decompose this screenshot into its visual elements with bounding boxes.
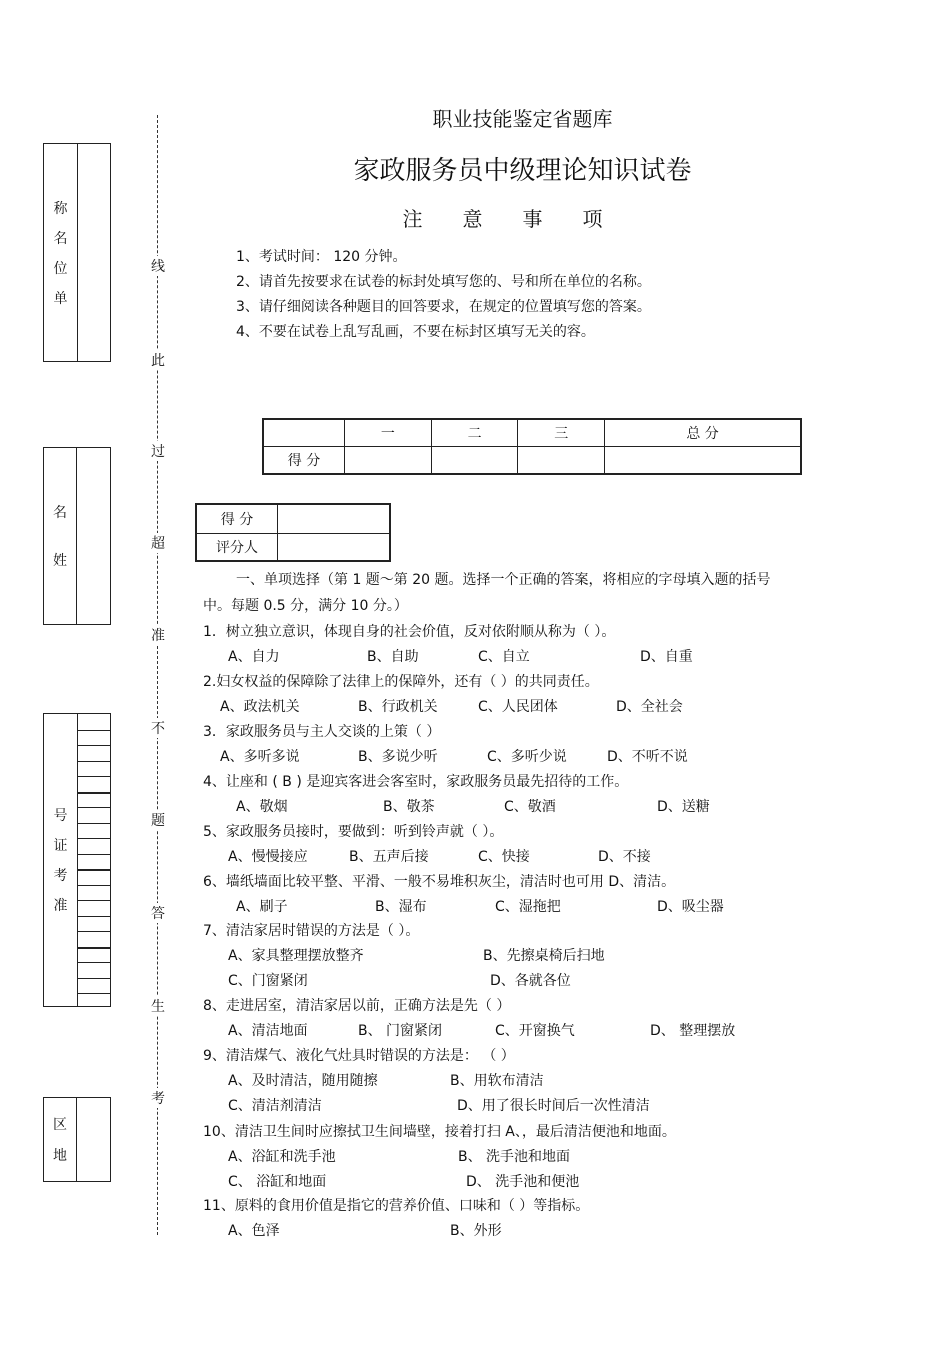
region-box bbox=[43, 1097, 111, 1182]
binding-label-char: 姓 bbox=[53, 553, 67, 569]
question-2-option-a[interactable]: A、政法机关 bbox=[220, 699, 300, 715]
grader-cell[interactable] bbox=[278, 533, 391, 561]
score-cell-1[interactable] bbox=[345, 446, 432, 474]
exam-id-label bbox=[44, 714, 78, 1006]
exam-id-digit-divider bbox=[77, 823, 110, 824]
seal-text-char: 考 bbox=[150, 1088, 166, 1108]
name-field[interactable] bbox=[77, 448, 110, 624]
binding-label-char: 地 bbox=[53, 1148, 67, 1165]
question-2-option-b[interactable]: B、行政机关 bbox=[358, 699, 438, 715]
question-2-option-d[interactable]: D、全社会 bbox=[616, 699, 683, 715]
exam-title: 家政服务员中级理论知识试卷 bbox=[353, 156, 692, 186]
question-4-option-d[interactable]: D、送糖 bbox=[657, 799, 710, 815]
section1-instruction-2: 中。每题 0.5 分，满分 10 分。） bbox=[203, 598, 408, 614]
question-11-option-a[interactable]: A、色泽 bbox=[228, 1223, 280, 1239]
question-6-stem: 6、墙纸墙面比较平整、平滑、一般不易堆积灰尘，清洁时也可用 D、清洁。 bbox=[203, 874, 676, 890]
question-11-stem: 11、原料的食用价值是指它的营养价值、口味和（ ）等指标。 bbox=[203, 1198, 590, 1214]
seal-text-char: 不 bbox=[150, 718, 166, 738]
question-1-option-c[interactable]: C、自立 bbox=[478, 649, 530, 665]
exam-id-digit-divider bbox=[77, 931, 110, 932]
question-4-option-a[interactable]: A、敬烟 bbox=[236, 799, 288, 815]
exam-id-digit-divider bbox=[77, 993, 110, 994]
binding-label-char: 单 bbox=[53, 290, 68, 307]
question-4-stem: 4、让座和 ( B ) 是迎宾客进会客室时，家政服务员最先招待的工作。 bbox=[203, 774, 629, 790]
section-grader-table bbox=[195, 503, 391, 562]
binding-label-char: 称 bbox=[53, 200, 68, 217]
question-3-option-a[interactable]: A、多听多说 bbox=[220, 749, 300, 765]
question-1-stem: 1．树立独立意识，体现自身的社会价值，反对依附顺从称为（ ）。 bbox=[203, 624, 616, 640]
question-5-stem: 5、家政服务员接时，要做到：听到铃声就（ ）。 bbox=[203, 824, 504, 840]
exam-id-field[interactable] bbox=[77, 714, 110, 1006]
question-6-option-b[interactable]: B、湿布 bbox=[375, 899, 427, 915]
seal-text-char: 过 bbox=[150, 441, 166, 461]
note-4: 4、不要在试卷上乱写乱画，不要在标封区填写无关的容。 bbox=[236, 324, 595, 340]
exam-id-digit-divider bbox=[77, 761, 110, 762]
score-cell-2[interactable] bbox=[431, 446, 518, 474]
question-10-option-a[interactable]: A、浴缸和洗手池 bbox=[228, 1149, 336, 1165]
question-7-option-c[interactable]: C、门窗紧闭 bbox=[228, 973, 308, 989]
question-5-option-b[interactable]: B、五声后接 bbox=[349, 849, 429, 865]
exam-id-digit-divider bbox=[77, 900, 110, 901]
question-6-option-d[interactable]: D、吸尘器 bbox=[657, 899, 724, 915]
question-11-option-b[interactable]: B、外形 bbox=[450, 1223, 502, 1239]
question-9-stem: 9、清洁煤气、液化气灶具时错误的方法是： （ ） bbox=[203, 1048, 515, 1064]
question-9-option-c[interactable]: C、清洁剂清洁 bbox=[228, 1098, 322, 1114]
score-header-blank bbox=[263, 419, 345, 446]
question-5-option-c[interactable]: C、快接 bbox=[478, 849, 530, 865]
question-6-option-a[interactable]: A、刷子 bbox=[236, 899, 288, 915]
question-3-option-d[interactable]: D、不听不说 bbox=[607, 749, 688, 765]
binding-label-char: 准 bbox=[53, 898, 68, 914]
exam-id-digit-divider bbox=[77, 776, 110, 777]
exam-id-digit-divider bbox=[77, 730, 110, 731]
score-header-total: 总 分 bbox=[605, 419, 801, 446]
question-7-stem: 7、清洁家居时错误的方法是（ ）。 bbox=[203, 923, 420, 939]
seal-text-char: 生 bbox=[150, 996, 166, 1016]
question-3-stem: 3．家政服务员与主人交谈的上策（ ） bbox=[203, 724, 441, 740]
seal-text-char: 准 bbox=[150, 625, 166, 645]
binding-label-char: 位 bbox=[53, 260, 68, 277]
region-label bbox=[44, 1098, 77, 1181]
exam-id-digit-divider bbox=[77, 947, 110, 949]
binding-label-char: 名 bbox=[53, 505, 67, 521]
score-table bbox=[262, 418, 802, 475]
binding-label-char: 号 bbox=[53, 808, 68, 824]
question-7-option-a[interactable]: A、家具整理摆放整齐 bbox=[228, 948, 364, 964]
score-header-part2: 二 bbox=[431, 419, 518, 446]
question-1-option-a[interactable]: A、自力 bbox=[228, 649, 280, 665]
question-9-option-d[interactable]: D、用了很长时间后一次性清洁 bbox=[457, 1098, 650, 1114]
exam-id-digit-divider bbox=[77, 869, 110, 871]
exam-id-box bbox=[43, 713, 111, 1007]
question-3-option-b[interactable]: B、多说少听 bbox=[358, 749, 438, 765]
question-7-option-b[interactable]: B、先擦桌椅后扫地 bbox=[483, 948, 605, 964]
question-4-option-b[interactable]: B、敬茶 bbox=[383, 799, 435, 815]
score-row-label: 得 分 bbox=[263, 446, 345, 474]
seal-text-char: 答 bbox=[150, 903, 166, 923]
question-7-option-d[interactable]: D、各就各位 bbox=[490, 973, 571, 989]
seal-text-char: 线 bbox=[150, 256, 166, 276]
exam-id-digit-divider bbox=[77, 745, 110, 746]
score-cell-3[interactable] bbox=[518, 446, 605, 474]
exam-id-digit-divider bbox=[77, 916, 110, 917]
question-10-option-c[interactable]: C、 浴缸和地面 bbox=[228, 1174, 327, 1190]
notice-heading: 注意事项 bbox=[402, 207, 643, 231]
note-2: 2、请首先按要求在试卷的标封处填写您的、号和所在单位的名称。 bbox=[236, 274, 651, 290]
exam-id-digit-divider bbox=[77, 978, 110, 979]
note-1: 1、考试时间： 120 分钟。 bbox=[236, 249, 407, 265]
seal-text-char: 超 bbox=[150, 533, 166, 553]
binding-label-char: 考 bbox=[53, 868, 68, 884]
score-header-part1: 一 bbox=[345, 419, 432, 446]
question-3-option-c[interactable]: C、多听少说 bbox=[487, 749, 567, 765]
question-8-stem: 8、走进居室，清洁家居以前，正确方法是先（ ） bbox=[203, 998, 511, 1014]
exam-id-digit-divider bbox=[77, 885, 110, 886]
binding-label-char: 区 bbox=[53, 1116, 67, 1133]
score-header-part3: 三 bbox=[518, 419, 605, 446]
exam-id-digit-divider bbox=[77, 962, 110, 963]
question-9-option-b[interactable]: B、用软布清洁 bbox=[450, 1073, 544, 1089]
section-score-cell[interactable] bbox=[278, 504, 391, 533]
question-8-option-c[interactable]: C、开窗换气 bbox=[495, 1023, 575, 1039]
binding-label-char: 证 bbox=[53, 838, 68, 854]
question-1-option-d[interactable]: D、自重 bbox=[640, 649, 693, 665]
question-2-stem: 2.妇女权益的保障除了法律上的保障外，还有（ ）的共同责任。 bbox=[203, 674, 599, 690]
score-cell-total[interactable] bbox=[605, 446, 801, 474]
question-10-option-b[interactable]: B、 洗手池和地面 bbox=[458, 1149, 571, 1165]
question-10-option-d[interactable]: D、 洗手池和便池 bbox=[466, 1174, 580, 1190]
region-field[interactable] bbox=[77, 1098, 110, 1181]
binding-label-char: 名 bbox=[53, 230, 68, 247]
question-1-option-b[interactable]: B、自助 bbox=[367, 649, 419, 665]
question-2-option-c[interactable]: C、人民团体 bbox=[478, 699, 558, 715]
exam-id-digit-divider bbox=[77, 792, 110, 794]
exam-id-digit-divider bbox=[77, 807, 110, 808]
question-10-stem: 10、清洁卫生间时应擦拭卫生间墙壁，接着打扫 A、，最后清洁便池和地面。 bbox=[203, 1124, 676, 1140]
question-9-option-a[interactable]: A、及时清洁，随用随擦 bbox=[228, 1073, 378, 1089]
question-5-option-d[interactable]: D、不接 bbox=[598, 849, 651, 865]
question-6-option-c[interactable]: C、湿拖把 bbox=[495, 899, 561, 915]
seal-text-char: 此 bbox=[150, 350, 166, 370]
question-bank-title: 职业技能鉴定省题库 bbox=[432, 107, 613, 131]
question-5-option-a[interactable]: A、慢慢接应 bbox=[228, 849, 308, 865]
seal-dashed-line bbox=[157, 115, 158, 1235]
question-8-option-d[interactable]: D、 整理摆放 bbox=[650, 1023, 736, 1039]
grader-label: 评分人 bbox=[196, 533, 278, 561]
exam-id-digit-divider bbox=[77, 838, 110, 839]
name-label bbox=[44, 448, 77, 624]
section-score-label: 得 分 bbox=[196, 504, 278, 533]
name-box bbox=[43, 447, 111, 625]
section1-instruction-1: 一、单项选择（第 1 题～第 20 题。选择一个正确的答案，将相应的字母填入题的括号 bbox=[236, 572, 771, 588]
question-4-option-c[interactable]: C、敬酒 bbox=[504, 799, 556, 815]
seal-text-char: 题 bbox=[150, 810, 166, 830]
note-3: 3、请仔细阅读各种题目的回答要求，在规定的位置填写您的答案。 bbox=[236, 299, 651, 315]
question-8-option-a[interactable]: A、清洁地面 bbox=[228, 1023, 308, 1039]
question-8-option-b[interactable]: B、 门窗紧闭 bbox=[358, 1023, 443, 1039]
exam-id-digit-divider bbox=[77, 854, 110, 855]
